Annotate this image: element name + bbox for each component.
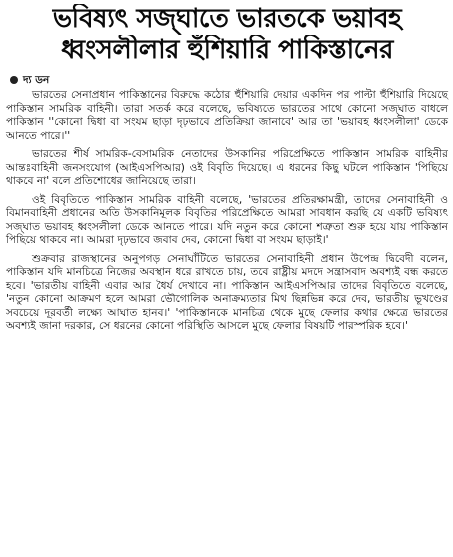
article-body <box>6 89 448 334</box>
paragraph-1: ভারতের সেনাপ্রধান পাকিস্তানের বিরুদ্ধে কঠোর হুঁশিয়ারি দেয়ার একদিন পর পাল্টা হুঁশিয়ারি দিয়েছে পাকিস্তান সামরিক বাহিনী। তারা সতর্ক করে বলেছে, ভবিষ্যতে ভারতের সাথে কোনো সজ্ঘাত বাধলে পাকিস্তান ''কোনো দ্বিধা বা সংযম ছাড়া দৃঢ়ভাবে প্রতিক্রিয়া জানাবে' আর তা 'ভয়াবহ ধ্বংসলীলা' ডেকে আনতে পারে।'' <box>6 89 448 142</box>
headline-line-1: ভবিষ্যৎ সজ্ঘাতে ভারতকে ভয়াবহ <box>52 4 402 34</box>
headline-line-2: ধ্বংসলীলার হুঁশিয়ারি পাকিস্তানের <box>61 35 393 65</box>
headline <box>6 4 448 66</box>
byline-source: দ্য ডন <box>23 74 50 86</box>
bullet-dot-icon <box>10 76 18 84</box>
paragraph-4: শুক্রবার রাজস্থানের অনুপগড় সেনাঘাঁটিতে ভারতের সেনাবাহিনী প্রধান উপেন্দ্র দ্বিবেদী বলেন, পাকিস্তান যদি মানচিত্রে নিজের অবস্থান ধরে রাখতে চায়, তবে রাষ্ট্রীয় মদদে সন্ত্রাসবাদ অবশ্যই বন্ধ করতে হবে। 'ভারতীয় বাহিনী এবার আর ধৈর্য দেখাবে না। পাকিস্তান আইএসপিআর তাদের বিবৃতিতে বলেছে, 'নতুন কোনো আক্রমণ হলে আমরা ভৌগোলিক অনাক্রম্যতার মিথ ছিন্নভিন্ন করে দেব, ভারতীয় ভূখণ্ডের সবচেয়ে দূরবর্তী লক্ষ্যে আঘাত হানব।' 'পাকিস্তানকে মানচিত্র থেকে মুছে ফেলার কথার ক্ষেত্রে ভারতের অবশ্যই জানা দরকার, সে ধরনের কোনো পরিস্থিতি আসলে মুছে ফেলার বিষয়টি পারস্পরিক হবে।' <box>6 252 449 332</box>
byline <box>6 73 448 87</box>
paragraph-3: ওই বিবৃতিতে পাকিস্তান সামরিক বাহিনী বলেছে, 'ভারতের প্রতিরক্ষামন্ত্রী, তাদের সেনাবাহিনী ও বিমানবাহিনী প্রধানের অতি উসকানিমূলক বিবৃতির পরিপ্রেক্ষিতে আমরা সাবধান করছি যে একটি ভবিষ্যৎ সজ্ঘাত ভয়াবহ ধ্বংসলীলা ডেকে আনতে পারে। যদি নতুন করে কোনো শত্রুতা শুরু হয়ে যায় পাকিস্তান পিছিয়ে থাকবে না। আমরা দৃঢ়ভাবে জবাব দেব, কোনো দ্বিধা বা সংযম ছাড়াই।' <box>6 193 448 246</box>
paragraph-2: ভারতের শীর্ষ সামরিক-বেসামরিক নেতাদের উসকানির পরিপ্রেক্ষিতে পাকিস্তান সামরিক বাহিনীর আন্তঃবাহিনী জনসংযোগ (আইএসপিআর) ওই বিবৃতি দিয়েছে। এ ধরনের কিছু ঘটলে পাকিস্তান 'পিছিয়ে থাকবে না' বলে প্রতিশোধের জানিয়েছে তারা। <box>6 148 448 187</box>
